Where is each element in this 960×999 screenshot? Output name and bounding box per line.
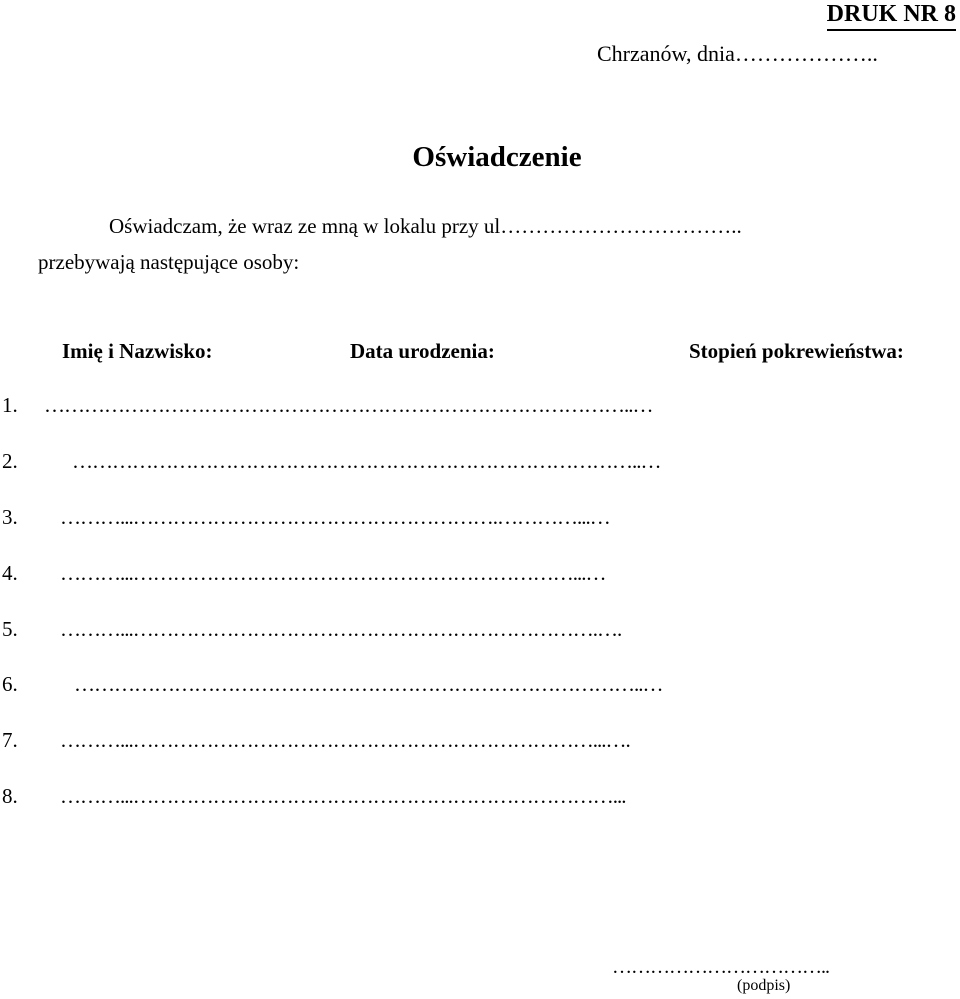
entry-row [0,671,960,699]
entry-row [0,727,960,755]
signature-line[interactable]: …………………………….. [612,956,829,978]
place-date-line: Chrzanów, dnia……………….. [597,41,878,66]
entry-row [0,392,960,420]
entry-fill-line[interactable]: ………...………………………………………………………………... [60,784,626,808]
column-header-relationship: Stopień pokrewieństwa: [689,339,904,363]
entry-fill-line[interactable]: ………...……………………………………………….…………...… [60,505,610,529]
column-header-birth-date: Data urodzenia: [350,339,495,363]
statement-line-1: Oświadczam, że wraz ze mną w lokalu przy ul…………………………….. [109,214,742,238]
entry-fill-line[interactable]: ……………………………………………………………………………..… [44,393,653,417]
form-number: DRUK NR 8 [827,0,956,31]
entry-fill-line[interactable]: ………...…………………………………………………………...… [60,561,606,585]
entry-number: 2. [2,449,18,473]
entry-number: 1. [2,393,18,417]
entry-number: 8. [2,784,18,808]
entry-row [0,560,960,588]
entry-fill-line[interactable]: …………………………………………………………………………..… [74,672,663,696]
entry-number: 3. [2,505,18,529]
entry-row [0,616,960,644]
document-title: Oświadczenie [412,141,582,173]
entry-row [0,504,960,532]
entry-number: 5. [2,617,18,641]
entry-number: 4. [2,561,18,585]
entry-row [0,448,960,476]
entry-row [0,783,960,811]
signature-label: (podpis) [737,977,791,994]
entry-fill-line[interactable]: ………...…………………………………………………………….…. [60,617,622,641]
column-header-name: Imię i Nazwisko: [62,339,213,363]
entry-number: 7. [2,728,18,752]
entry-fill-line[interactable]: …………………………………………………………………………..… [72,449,661,473]
entry-fill-line[interactable]: ………...……………………………………………………………...…. [60,728,630,752]
entry-number: 6. [2,672,18,696]
statement-line-2: przebywają następujące osoby: [38,250,300,274]
